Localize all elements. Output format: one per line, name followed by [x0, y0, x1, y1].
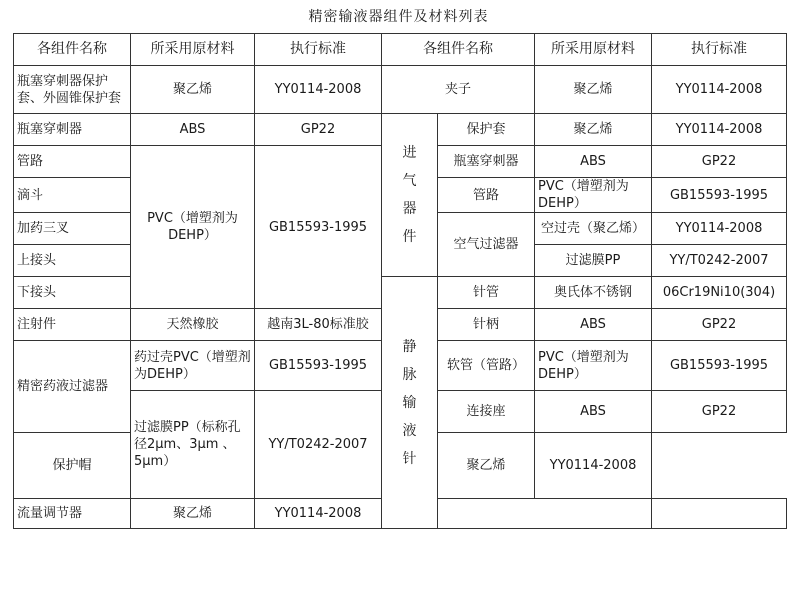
component-name: 保护帽: [14, 433, 131, 499]
standard: YY0114-2008: [652, 66, 787, 114]
group-char: 静: [402, 338, 417, 355]
group-char: 进: [402, 145, 417, 161]
standard: YY0114-2008: [255, 66, 382, 114]
header-cell: 各组件名称: [14, 34, 131, 66]
standard: GB15593-1995: [652, 341, 787, 391]
standard: GP22: [652, 146, 787, 178]
component-name: 滴斗: [14, 178, 131, 213]
standard: GB15593-1995: [255, 341, 382, 391]
component-name: 流量调节器: [14, 499, 131, 529]
standard: YY0114-2008: [652, 213, 787, 245]
material: PVC（增塑剂为DEHP）: [131, 146, 255, 309]
header-cell: 执行标准: [652, 34, 787, 66]
material: 天然橡胶: [131, 309, 255, 341]
material: ABS: [535, 146, 652, 178]
table-header-row: [14, 34, 787, 66]
material: PVC（增塑剂为DEHP）: [535, 178, 652, 213]
material: 聚乙烯: [535, 114, 652, 146]
component-name: 保护套: [438, 114, 535, 146]
component-name: 针管: [438, 277, 535, 309]
component-name: 夹子: [382, 66, 535, 114]
component-name: 上接头: [14, 245, 131, 277]
group-char: 器: [402, 201, 417, 217]
component-name: 瓶塞穿刺器: [14, 114, 131, 146]
standard: GB15593-1995: [652, 178, 787, 213]
component-name: 连接座: [438, 391, 535, 433]
header-cell: 各组件名称: [382, 34, 535, 66]
component-name: 管路: [438, 178, 535, 213]
component-name: 针柄: [438, 309, 535, 341]
material: 过滤膜PP: [535, 245, 652, 277]
standard: GB15593-1995: [255, 146, 382, 309]
group-char: 脉: [402, 366, 417, 383]
material: 奥氏体不锈钢: [535, 277, 652, 309]
component-name: 下接头: [14, 277, 131, 309]
component-name: 加药三叉: [14, 213, 131, 245]
component-name: 空气过滤器: [438, 213, 535, 277]
header-cell: 所采用原材料: [535, 34, 652, 66]
standard: YY0114-2008: [652, 114, 787, 146]
material: 空过壳（聚乙烯）: [535, 213, 652, 245]
group-char: 针: [402, 450, 417, 467]
material: PVC（增塑剂为DEHP）: [535, 341, 652, 391]
component-name: 精密药液过滤器: [14, 341, 131, 433]
material: ABS: [535, 309, 652, 341]
standard: 06Cr19Ni10(304): [652, 277, 787, 309]
group-label-iv-needle: [382, 277, 438, 529]
component-name: 瓶塞穿刺器: [438, 146, 535, 178]
material: ABS: [131, 114, 255, 146]
empty-cell: [438, 499, 652, 529]
material: ABS: [535, 391, 652, 433]
table-row: [14, 277, 787, 309]
group-label-air-inlet: [382, 114, 438, 277]
group-char: 气: [402, 173, 417, 189]
standard: GP22: [652, 391, 787, 433]
standard: YY0114-2008: [535, 433, 652, 499]
standard: YY/T0242-2007: [652, 245, 787, 277]
standard: GP22: [255, 114, 382, 146]
material: 药过壳PVC（增塑剂为DEHP）: [131, 341, 255, 391]
materials-table: [13, 33, 787, 529]
table-row: [14, 114, 787, 146]
standard: GP22: [652, 309, 787, 341]
standard: 越南3L-80标准胶: [255, 309, 382, 341]
group-char: 液: [402, 422, 417, 439]
component-name: 软管（管路）: [438, 341, 535, 391]
header-cell: 执行标准: [255, 34, 382, 66]
header-cell: 所采用原材料: [131, 34, 255, 66]
material: 过滤膜PP（标称孔径2μm、3μm 、5μm）: [131, 391, 255, 499]
component-name: 管路: [14, 146, 131, 178]
group-char: 件: [402, 229, 417, 245]
table-row: [14, 66, 787, 114]
component-name: 瓶塞穿刺器保护套、外圆锥保护套: [14, 66, 131, 114]
standard: YY/T0242-2007: [255, 391, 382, 499]
group-char: 输: [402, 394, 417, 411]
page-title: 精密输液器组件及材料列表: [308, 9, 489, 25]
material: 聚乙烯: [535, 66, 652, 114]
material: 聚乙烯: [131, 499, 255, 529]
component-name: 注射件: [14, 309, 131, 341]
empty-cell: [652, 499, 787, 529]
material: 聚乙烯: [131, 66, 255, 114]
standard: YY0114-2008: [255, 499, 382, 529]
material: 聚乙烯: [438, 433, 535, 499]
